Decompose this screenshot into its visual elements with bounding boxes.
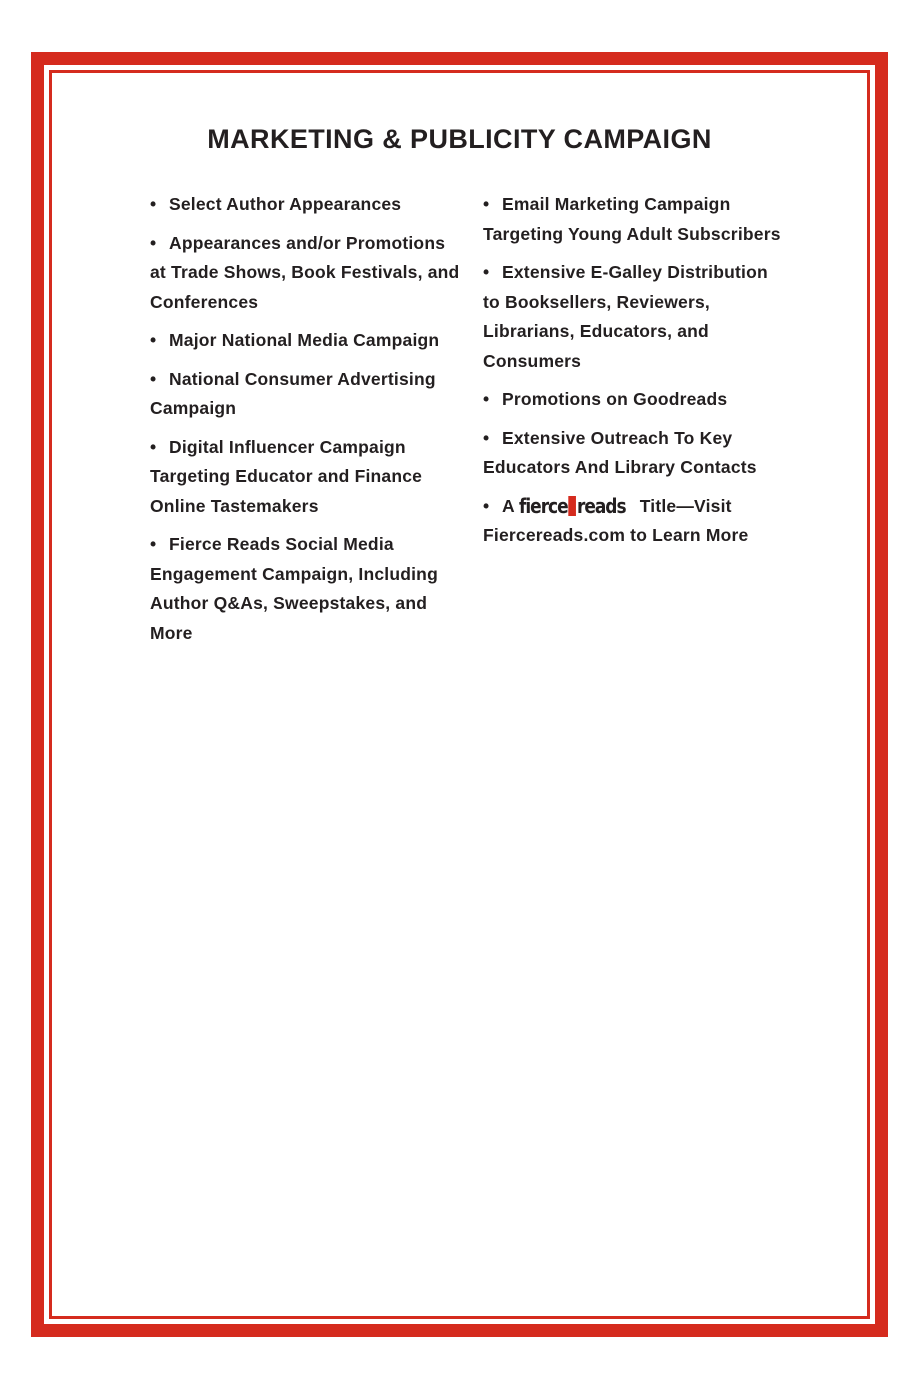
bullet-icon: • — [483, 194, 490, 214]
list-item: • Digital Influencer Campaign Targeting Educator and Finance Online Tastemakers — [150, 433, 460, 522]
bullet-icon: • — [483, 495, 490, 516]
bullet-icon: • — [150, 368, 157, 389]
list-item: • Appearances and/or Promotions at Trade Shows, Book Festivals, and Conferences — [150, 229, 460, 318]
page-title: MARKETING & PUBLICITY CAMPAIGN — [207, 124, 712, 154]
bullet-icon: • — [150, 534, 157, 554]
bullet-icon: • — [150, 436, 157, 457]
logo-mark-icon — [569, 496, 577, 516]
list-item: • Extensive Outreach To Key Educators And Library Contacts — [483, 424, 783, 483]
bullet-icon: • — [150, 232, 157, 253]
list-item: • Major National Media Campaign — [150, 326, 460, 356]
right-list — [483, 190, 783, 560]
list-item: • Fierce Reads Social Media Engagement Campaign, Including Author Q&As, Sweepstakes, and More — [150, 530, 460, 648]
list-item: • National Consumer Advertising Campaign — [150, 365, 460, 424]
bullet-icon: • — [150, 194, 157, 214]
list-item: • Select Author Appearances — [150, 190, 460, 220]
list-item: • Promotions on Goodreads — [483, 385, 783, 415]
fierce-reads-logo: fierce reads — [519, 493, 626, 518]
list-item-fiercereads: • A fierce reads Title—Visit Fiercereads.com to Learn More — [483, 493, 749, 545]
left-list — [150, 190, 460, 657]
bullet-icon: • — [150, 330, 157, 350]
list-item: • Extensive E-Galley Distribution to Booksellers, Reviewers, Librarians, Educators, and Consumers — [483, 258, 783, 376]
list-item: • Email Marketing Campaign Targeting Young Adult Subscribers — [483, 190, 783, 249]
bullet-icon: • — [483, 389, 490, 409]
bullet-icon: • — [483, 427, 490, 448]
bullet-icon: • — [483, 262, 490, 282]
